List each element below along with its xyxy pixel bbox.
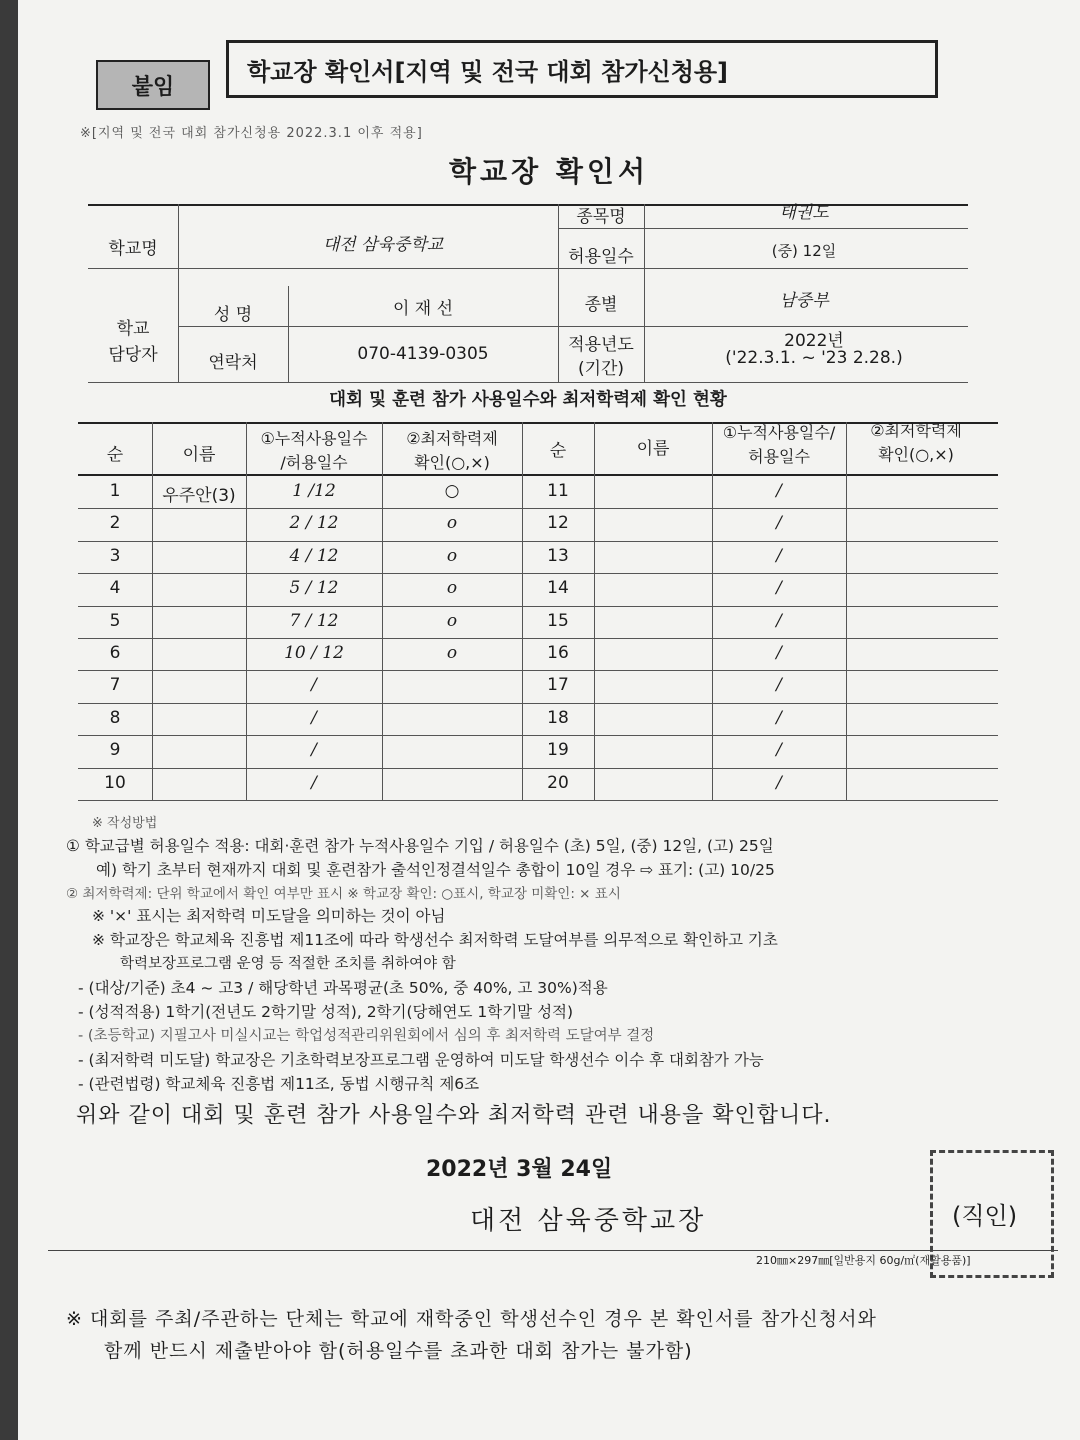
table-row-days: 2 / 12	[289, 513, 339, 534]
note-line: - (최저학력 미도달) 학교장은 기초학력보장프로그램 운영하여 미도달 학생선수 이수 후 대회참가 가능	[78, 1051, 764, 1069]
row-line	[78, 670, 998, 671]
table-column-line	[594, 422, 595, 800]
table-row-days: /	[776, 675, 782, 696]
contact-label: 연락처	[208, 353, 258, 373]
row-line	[78, 735, 998, 736]
table-column-line	[522, 422, 523, 800]
table-row-days: /	[776, 772, 782, 793]
table-row-no: 1	[109, 481, 121, 501]
school-value: 대전 삼육중학교	[322, 235, 444, 255]
table-row-min-check: o	[446, 545, 458, 566]
info-line	[88, 268, 968, 269]
document-title: 학교장 확인서	[448, 155, 650, 188]
table-row-days: /	[776, 481, 782, 501]
year-label-line2: (기간)	[577, 359, 625, 379]
header-title: 학교장 확인서[지역 및 전국 대회 참가신청용]	[226, 40, 938, 98]
table-row-no: 19	[547, 740, 569, 761]
issue-date: 2022년 3월 24일	[426, 1157, 613, 1182]
table-column-line	[712, 422, 713, 800]
official-seal-label: (직인)	[952, 1202, 1018, 1230]
table-row-no: 7	[109, 675, 121, 696]
note-line: ② 최저학력제: 단위 학교에서 확인 여부만 표시 ※ 학교장 확인: ○표시, 학교장 미확인: × 표시	[66, 886, 621, 902]
table-row-days: /	[776, 578, 782, 599]
allowed-days-label: 허용일수	[568, 247, 634, 267]
table-row-days: /	[776, 740, 782, 761]
table-row-name: 우주안(3)	[162, 486, 236, 506]
note-line: - (대상/기준) 초4 ~ 고3 / 해당학년 과목평균(초 50%, 중 40%, 고 30%)적용	[78, 979, 608, 997]
note-line: - (초등학교) 지필고사 미실시교는 학업성적관리위원회에서 심의 후 최저학력 도달여부 결정	[78, 1028, 655, 1044]
class-value: 남중부	[779, 291, 829, 311]
info-line	[88, 382, 968, 383]
table-row-no: 3	[109, 545, 121, 566]
school-label: 학교명	[108, 239, 158, 259]
usage-table-heading: 대회 및 훈련 참가 사용일수와 최저학력제 확인 현황	[329, 390, 727, 410]
row-line	[78, 768, 998, 769]
table-row-days: /	[776, 643, 782, 663]
notes-heading: ※ 작성방법	[92, 816, 158, 831]
table-row-days: /	[311, 740, 317, 761]
table-row-days: /	[776, 707, 782, 728]
col-header-min-1: ②최저학력제	[406, 429, 498, 448]
footer-divider	[48, 1250, 1058, 1251]
table-row-min-check: o	[446, 578, 458, 599]
table-row-min-check: o	[446, 513, 458, 534]
table-row-no: 20	[547, 772, 569, 793]
contact-value: 070-4139-0305	[357, 344, 489, 364]
col-header-no-right: 순	[549, 441, 567, 461]
table-row-no: 9	[109, 740, 121, 761]
note-line: 학력보장프로그램 운영 등 적절한 조치를 취하여야 함	[120, 956, 456, 972]
note-line: 예) 학기 초부터 현재까지 대회 및 훈련참가 출석인정결석일수 총합이 10일 경우 ⇨ 표기: (고) 10/25	[96, 861, 775, 879]
faded-note: ※[지역 및 전국 대회 참가신청용 2022.3.1 이후 적용]	[80, 126, 423, 141]
year-value-line2: ('22.3.1. ~ '23 2.28.)	[725, 348, 903, 368]
col-header-min-2: 확인(○,×)	[414, 453, 490, 472]
table-row-min-check: o	[446, 643, 458, 663]
table-row-no: 5	[109, 610, 121, 631]
table-row-no: 4	[109, 578, 121, 599]
sport-value: 태권도	[779, 203, 829, 223]
table-row-min-check: ○	[444, 481, 460, 501]
footer-note-line1: ※ 대회를 주최/주관하는 단체는 학교에 재학중인 학생선수인 경우 본 확인서를 참가신청서와	[66, 1308, 877, 1330]
footer-note-line2: 함께 반드시 제출받아야 함(허용일수를 초과한 대회 참가는 불가함)	[104, 1340, 693, 1362]
table-row-no: 11	[547, 481, 569, 501]
allowed-days-value: (중) 12일	[771, 242, 837, 260]
info-line	[558, 228, 968, 229]
row-line	[78, 638, 998, 639]
table-column-line	[382, 422, 383, 800]
table-row-days: /	[311, 675, 317, 696]
table-row-days: 7 / 12	[289, 610, 339, 631]
col-header-min-right-2: 확인(○,×)	[878, 445, 954, 464]
col-header-days-2: /허용일수	[280, 453, 348, 472]
staff-label-line2: 담당자	[108, 345, 158, 365]
table-row-days: /	[776, 610, 782, 631]
table-row-no: 13	[547, 545, 569, 566]
row-line	[78, 508, 998, 509]
note-line: - (관련법령) 학교체육 진흥법 제11조, 동법 시행규칙 제6조	[78, 1075, 480, 1093]
staff-label-line1: 학교	[116, 319, 150, 339]
col-header-name: 이름	[182, 445, 216, 465]
table-row-no: 14	[547, 578, 569, 599]
table-column-line	[846, 422, 847, 800]
table-row-days: 1 /12	[292, 481, 336, 501]
table-row-days: /	[311, 772, 317, 793]
row-line	[78, 541, 998, 542]
col-header-min-right-1: ②최저학력제	[870, 421, 962, 440]
note-line: ※ '×' 표시는 최저학력 미도달을 의미하는 것이 아님	[92, 907, 446, 925]
principal-title: 대전 삼육중학교장	[470, 1206, 707, 1236]
row-line	[78, 703, 998, 704]
name-label: 성 명	[213, 305, 253, 325]
table-row-no: 2	[109, 513, 121, 534]
year-label-line1: 적용년도	[568, 335, 634, 355]
table-row-days: /	[311, 707, 317, 728]
table-row-no: 12	[547, 513, 569, 534]
table-row-no: 8	[109, 707, 121, 728]
table-row-no: 16	[547, 643, 569, 663]
sport-label: 종목명	[576, 207, 626, 227]
table-header-border	[78, 474, 998, 476]
table-row-no: 6	[109, 643, 121, 663]
table-row-no: 17	[547, 675, 569, 696]
table-row-days: 5 / 12	[289, 578, 339, 599]
confirmation-statement: 위와 같이 대회 및 훈련 참가 사용일수와 최저학력 관련 내용을 확인합니다.	[76, 1103, 832, 1128]
col-header-days-1: ①누적사용일수	[260, 429, 368, 448]
note-line: ※ 학교장은 학교체육 진흥법 제11조에 따라 학생선수 최저학력 도달여부를 의무적으로 확인하고 기초	[92, 931, 778, 949]
row-line	[78, 800, 998, 801]
col-header-name-right: 이름	[636, 439, 670, 459]
attachment-tag: 붙임	[96, 60, 210, 110]
note-line: ① 학교급별 허용일수 적용: 대회·훈련 참가 누적사용일수 기입 / 허용일수 (초) 5일, (중) 12일, (고) 25일	[66, 837, 774, 855]
table-row-min-check: o	[446, 610, 458, 631]
table-row-days: 4 / 12	[289, 545, 339, 566]
table-row-days: /	[776, 545, 782, 566]
name-value: 이 재 선	[392, 299, 454, 319]
row-line	[78, 606, 998, 607]
row-line	[78, 573, 998, 574]
note-line: - (성적적용) 1학기(전년도 2학기말 성적), 2학기(당해연도 1학기말 성적)	[78, 1003, 574, 1021]
table-column-line	[152, 422, 153, 800]
col-header-no: 순	[106, 445, 124, 465]
table-row-no: 15	[547, 610, 569, 631]
table-column-line	[246, 422, 247, 800]
table-row-days: /	[776, 513, 782, 534]
table-row-days: 10 / 12	[284, 643, 344, 663]
year-value-line1: 2022년	[784, 331, 844, 351]
col-header-days-right-1: ①누적사용일수/	[722, 423, 836, 442]
class-label: 종별	[584, 295, 618, 315]
document-sheet	[18, 0, 1080, 1440]
paper-spec: 210㎜×297㎜[일반용지 60g/㎡(재활용품)]	[756, 1254, 971, 1267]
col-header-days-right-2: 허용일수	[748, 447, 810, 466]
table-row-no: 10	[104, 772, 126, 793]
table-row-no: 18	[547, 707, 569, 728]
